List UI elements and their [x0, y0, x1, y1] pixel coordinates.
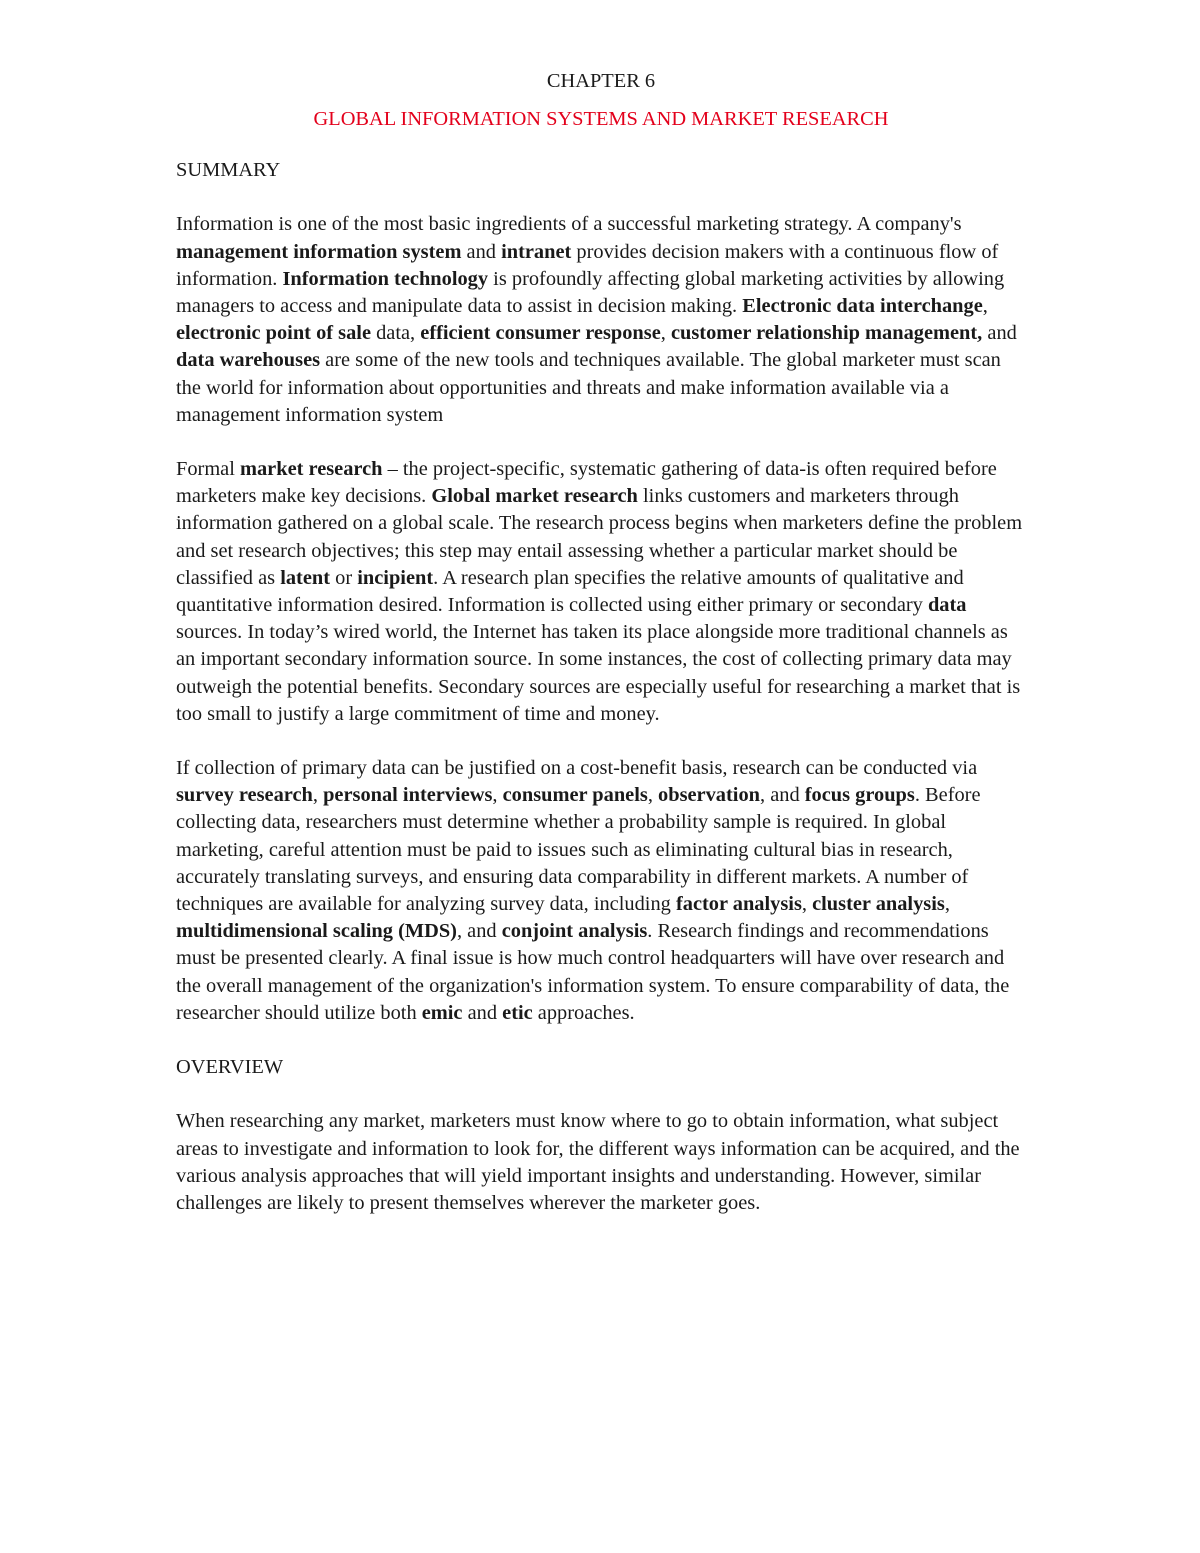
bold-term: survey research: [176, 784, 313, 807]
bold-term: data warehouses: [176, 349, 321, 372]
bold-term: data: [927, 594, 967, 617]
bold-term: emic: [421, 1001, 463, 1024]
spacer: [176, 728, 1026, 755]
bold-term: etic: [502, 1001, 533, 1024]
bold-term: customer relationship management,: [670, 322, 983, 345]
bold-term: latent: [280, 566, 331, 589]
bold-term: Global market research: [431, 485, 638, 508]
document-page: [176, 68, 1026, 1217]
bold-term: conjoint analysis: [501, 920, 648, 943]
bold-term: intranet: [501, 240, 572, 263]
bold-term: consumer panels: [502, 784, 648, 807]
summary-heading: SUMMARY: [176, 159, 281, 182]
bold-term: personal interviews: [323, 784, 493, 807]
bold-term: efficient consumer response: [420, 322, 661, 345]
overview-paragraph-1: When researching any market, marketers must know where to go to obtain information, what subject areas to investigate and information to look for, the different ways information can be acquired, and the various analysis approaches that will yield important insights and understanding. However, similar challenges are likely to present themselves wherever the marketer goes.: [176, 1110, 1020, 1214]
bold-term: Information technology: [282, 267, 489, 290]
bold-term: focus groups: [804, 784, 915, 807]
summary-paragraph-1: Information is one of the most basic ingredients of a successful marketing strategy. A company's management information system and intranet provides decision makers with a continuous flow of information. Information technology is profoundly affecting global marketing activities by allowing managers to access and manipulate data to assist in decision making. Electronic data interchange, electronic point of sale data, efficient consumer response, customer relationship management, and data warehouses are some of the new tools and techniques available. The global marketer must scan the world for information about opportunities and threats and make information available via a management information system: [176, 213, 1017, 426]
bold-term: electronic point of sale: [176, 322, 371, 345]
spacer: [176, 429, 1026, 456]
bold-term: Electronic data interchange: [742, 295, 983, 318]
bold-term: multidimensional scaling (MDS): [176, 920, 457, 943]
summary-paragraph-2: Formal market research – the project-specific, systematic gathering of data-is often required before marketers make key decisions. Global market research links customers and marketers through information gathered on a global scale. The research process begins when marketers define the problem and set research objectives; this step may entail assessing whether a particular market should be classified as latent or incipient. A research plan specifies the relative amounts of qualitative and quantitative information desired. Information is collected using either primary or secondary data sources. In today’s wired world, the Internet has taken its place alongside more traditional channels as an important secondary information source. In some instances, the cost of collecting primary data may outweigh the potential benefits. Secondary sources are especially useful for researching a market that is too small to justify a large commitment of time and money.: [176, 458, 1023, 725]
bold-term: factor analysis: [675, 893, 802, 916]
bold-term: market research: [240, 458, 383, 481]
chapter-number: CHAPTER 6: [546, 70, 656, 92]
chapter-title: GLOBAL INFORMATION SYSTEMS AND MARKET RESEARCH: [313, 108, 889, 130]
overview-heading: OVERVIEW: [176, 1056, 284, 1079]
spacer: [176, 1081, 1026, 1108]
spacer: [176, 184, 1026, 211]
summary-paragraph-3: If collection of primary data can be justified on a cost-benefit basis, research can be conducted via survey research, personal interviews, consumer panels, observation, and focus groups. Before collecting data, researchers must determine whether a probability sample is required. In global marketing, careful attention must be paid to issues such as eliminating cultural bias in research, accurately translating surveys, and ensuring data comparability in different markets. A number of techniques are available for analyzing survey data, including factor analysis, cluster analysis, multidimensional scaling (MDS), and conjoint analysis. Research findings and recommendations must be presented clearly. A final issue is how much control headquarters will have over research and the overall management of the organization's information system. To ensure comparability of data, the researcher should utilize both emic and etic approaches.: [176, 757, 1010, 1024]
bold-term: management information system: [176, 240, 462, 263]
bold-term: incipient: [357, 566, 434, 589]
bold-term: cluster analysis: [812, 893, 945, 916]
bold-term: observation: [658, 784, 760, 807]
